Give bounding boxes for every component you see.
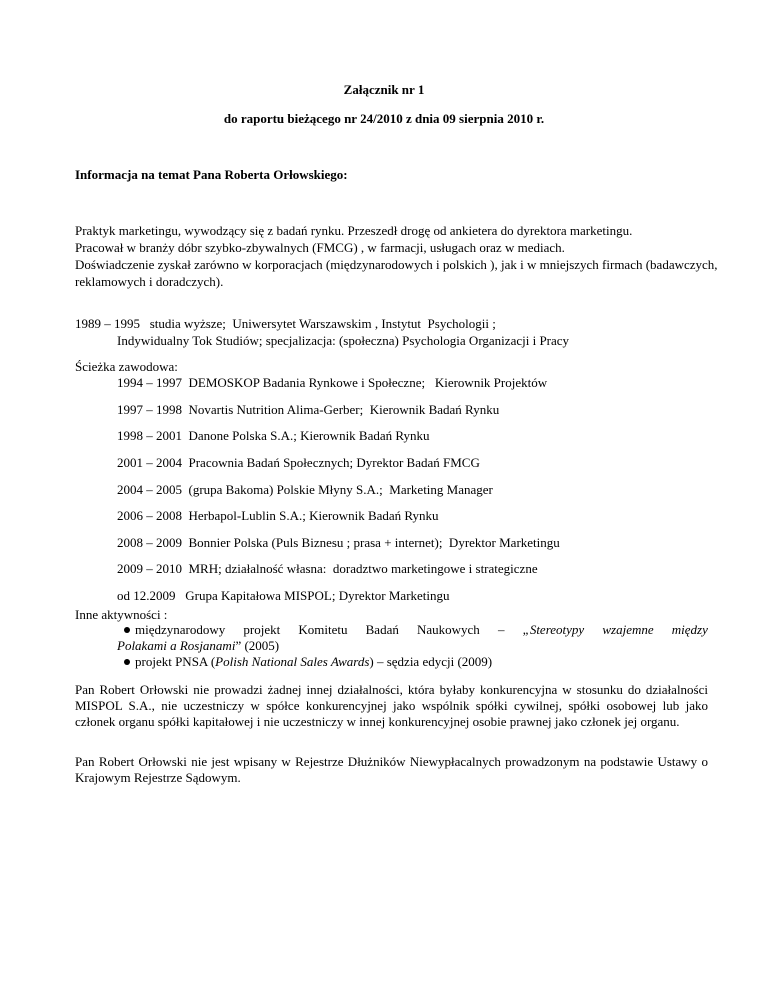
activity-text: ” (2005) — [235, 638, 280, 653]
career-item: 2008 – 2009 Bonnier Polska (Puls Biznesu ; prasa + internet); Dyrektor Marketingu — [117, 535, 560, 550]
intro-line-1: Praktyk marketingu, wywodzący się z badań rynku. Przeszedł drogę od ankietera do dyrektora marketingu. — [75, 223, 633, 238]
intro-line-2: Pracował w branży dóbr szybko-zbywalnych (FMCG) , w farmacji, usługach oraz w mediach. — [75, 240, 565, 255]
activity-text: ) – sędzia edycji (2009) — [369, 654, 493, 669]
career-item: od 12.2009 Grupa Kapitałowa MISPOL; Dyrektor Marketingu — [117, 588, 450, 603]
education-line-1: 1989 – 1995 studia wyższe; Uniwersytet Warszawskim , Instytut Psychologii ; — [75, 316, 496, 331]
activity-item-1-line-2 — [117, 638, 279, 654]
activities-heading: Inne aktywności : — [75, 607, 168, 622]
statement-paragraph-1: Pan Robert Orłowski nie prowadzi żadnej innej działalności, która byłaby konkurencyjna w stosunku do działalności MISPOL S.A., nie uczestniczy w spółce konkurencyjnej jako wspólnik spółki cywilnej, spółki osobowej lub jako członek organu spółki kapitałowej i nie uczestniczy w innej konkurencyjnej osobie prawnej jako członek jej organu. — [75, 682, 708, 729]
activity-word: Naukowych — [416, 622, 480, 637]
career-item: 1994 – 1997 DEMOSKOP Badania Rynkowe i Społeczne; Kierownik Projektów — [117, 375, 548, 390]
bullet-icon — [124, 627, 130, 633]
intro-line-4: reklamowych i doradczych). — [75, 274, 224, 289]
document-subtitle: do raportu bieżącego nr 24/2010 z dnia 09 sierpnia 2010 r. — [223, 111, 545, 126]
career-item: 1997 – 1998 Novartis Nutrition Alima-Gerber; Kierownik Badań Rynku — [117, 402, 500, 417]
activity-word: Komitetu — [298, 622, 348, 637]
career-item: 1998 – 2001 Danone Polska S.A.; Kierownik Badań Rynku — [117, 428, 430, 443]
career-heading: Ścieżka zawodowa: — [75, 359, 178, 374]
document-title: Załącznik nr 1 — [343, 82, 425, 97]
education-line-2: Indywidualny Tok Studiów; specjalizacja: (społeczna) Psychologia Organizacji i Pracy — [117, 333, 570, 348]
activity-text: projekt PNSA ( — [135, 654, 216, 669]
statement-paragraph-2: Pan Robert Orłowski nie jest wpisany w Rejestrze Dłużników Niewypłacalnych prowadzonym na podstawie Ustawy o Krajowym Rejestrze Sądowym. — [75, 754, 708, 785]
activity-item-2 — [135, 654, 492, 670]
career-item: 2004 – 2005 (grupa Bakoma) Polskie Młyny S.A.; Marketing Manager — [117, 482, 493, 497]
activity-word: między — [671, 622, 708, 637]
activity-italic-text: Polish National Sales Awards — [215, 654, 370, 669]
intro-line-3: Doświadczenie zyskał zarówno w korporacjach (międzynarodowych i polskich ), jak i w mniejszych firmach (badawczych, — [75, 257, 718, 272]
activity-italic-text: Polakami a Rosjanami — [117, 638, 236, 653]
career-item: 2006 – 2008 Herbapol-Lublin S.A.; Kierownik Badań Rynku — [117, 508, 439, 523]
section-heading: Informacja na temat Pana Roberta Orłowskiego: — [75, 167, 348, 182]
bullet-icon — [124, 659, 130, 665]
career-item: 2001 – 2004 Pracownia Badań Społecznych; Dyrektor Badań FMCG — [117, 455, 480, 470]
activity-item-1-line-1 — [135, 622, 708, 638]
career-item: 2009 – 2010 MRH; działalność własna: doradztwo marketingowe i strategiczne — [117, 561, 538, 576]
activity-word: wzajemne — [602, 622, 654, 637]
activity-word: projekt — [243, 622, 281, 637]
activity-word: – — [497, 622, 505, 637]
activity-word: Badań — [365, 622, 399, 637]
activity-word: międzynarodowy — [135, 622, 226, 637]
activity-word: „Stereotypy — [522, 622, 585, 637]
